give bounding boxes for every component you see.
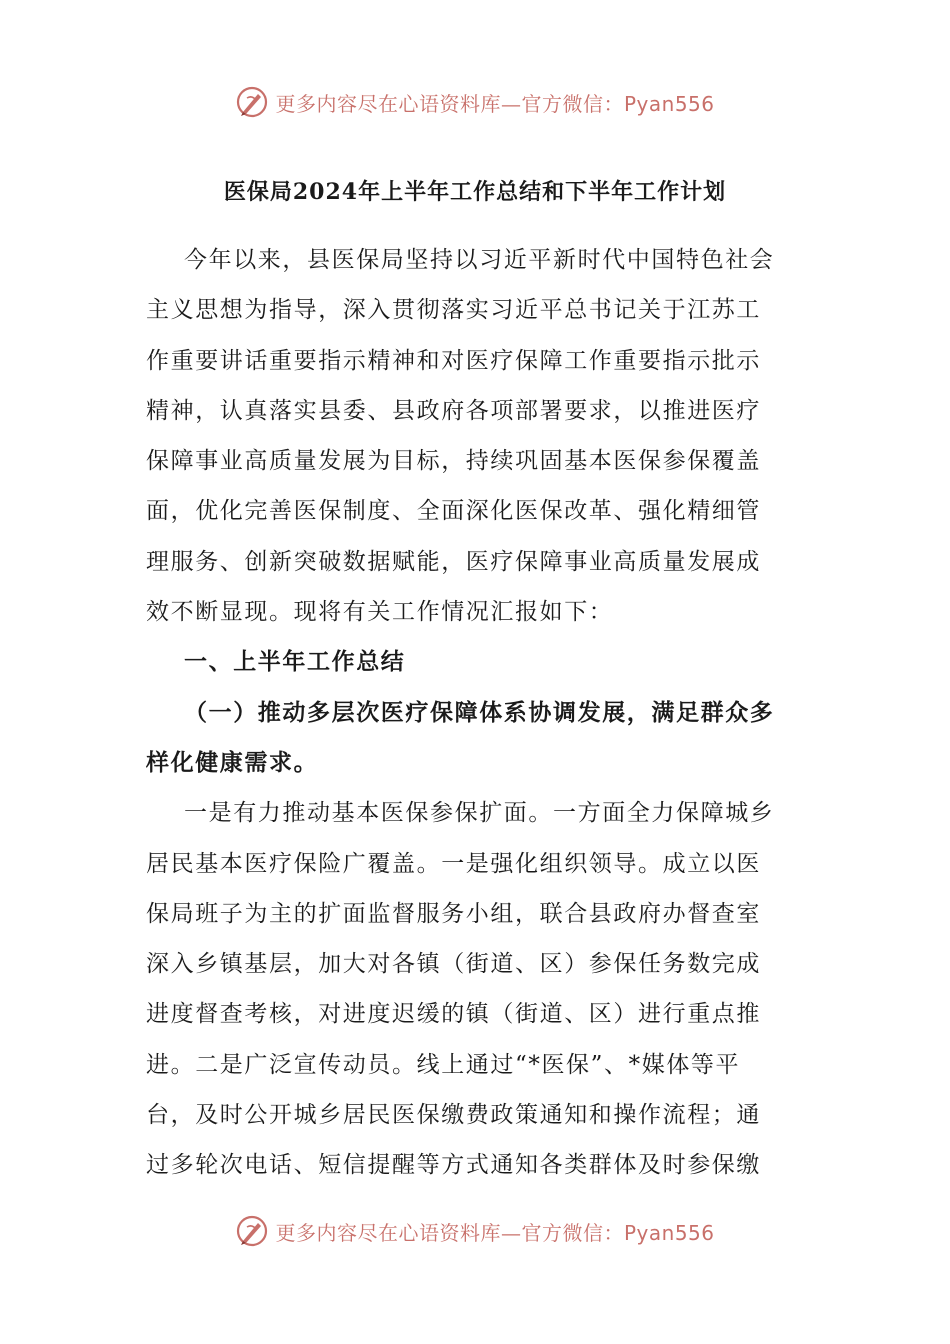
pen-logo-icon xyxy=(235,85,269,119)
paragraph-line: 进度督查考核，对进度迟缓的镇（街道、区）进行重点推 xyxy=(146,1001,761,1028)
paragraph-line: 理服务、创新突破数据赋能，医疗保障事业高质量发展成 xyxy=(146,548,761,575)
paragraph-line: 面，优化完善医保制度、全面深化医保改革、强化精细管 xyxy=(146,498,761,525)
document-body xyxy=(146,235,796,1191)
paragraph-line: 今年以来，县医保局坚持以习近平新时代中国特色社会 xyxy=(184,247,775,273)
paragraph-line: 深入乡镇基层，加大对各镇（街道、区）参保任务数完成 xyxy=(146,951,761,978)
paragraph-line: 精神，认真落实县委、县政府各项部署要求，以推进医疗 xyxy=(146,397,761,424)
paragraph-line: 进。二是广泛宣传动员。线上通过“*医保”、*媒体等平 xyxy=(146,1051,741,1078)
watermark-header xyxy=(0,82,950,122)
paragraph-line: 保障事业高质量发展为目标，持续巩固基本医保参保覆盖 xyxy=(146,448,761,475)
pen-logo-icon xyxy=(235,1214,269,1248)
watermark-text: 更多内容尽在心语资料库—官方微信：Pyan556 xyxy=(275,91,715,116)
watermark-footer xyxy=(0,1211,950,1251)
document-title: 医保局2024年上半年工作总结和下半年工作计划 xyxy=(223,179,727,205)
paragraph-line: 台，及时公开城乡居民医保缴费政策通知和操作流程；通 xyxy=(146,1102,761,1129)
watermark-text: 更多内容尽在心语资料库—官方微信：Pyan556 xyxy=(275,1220,715,1245)
paragraph-line: 过多轮次电话、短信提醒等方式通知各类群体及时参保缴 xyxy=(146,1152,761,1179)
paragraph-line: 效不断显现。现将有关工作情况汇报如下： xyxy=(146,599,614,626)
paragraph-line: 主义思想为指导，深入贯彻落实习近平总书记关于江苏工 xyxy=(146,297,761,324)
paragraph-line: 作重要讲话重要指示精神和对医疗保障工作重要指示批示 xyxy=(146,347,761,374)
subsection-heading: 样化健康需求。 xyxy=(146,748,319,776)
subsection-heading: （一）推动多层次医疗保障体系协调发展，满足群众多 xyxy=(184,698,775,726)
paragraph-line: 一是有力推动基本医保参保扩面。一方面全力保障城乡 xyxy=(184,800,775,827)
section-heading: 一、上半年工作总结 xyxy=(184,648,406,676)
paragraph-line: 保局班子为主的扩面监督服务小组，联合县政府办督查室 xyxy=(146,900,761,927)
paragraph-line: 居民基本医疗保险广覆盖。一是强化组织领导。成立以医 xyxy=(146,850,761,877)
